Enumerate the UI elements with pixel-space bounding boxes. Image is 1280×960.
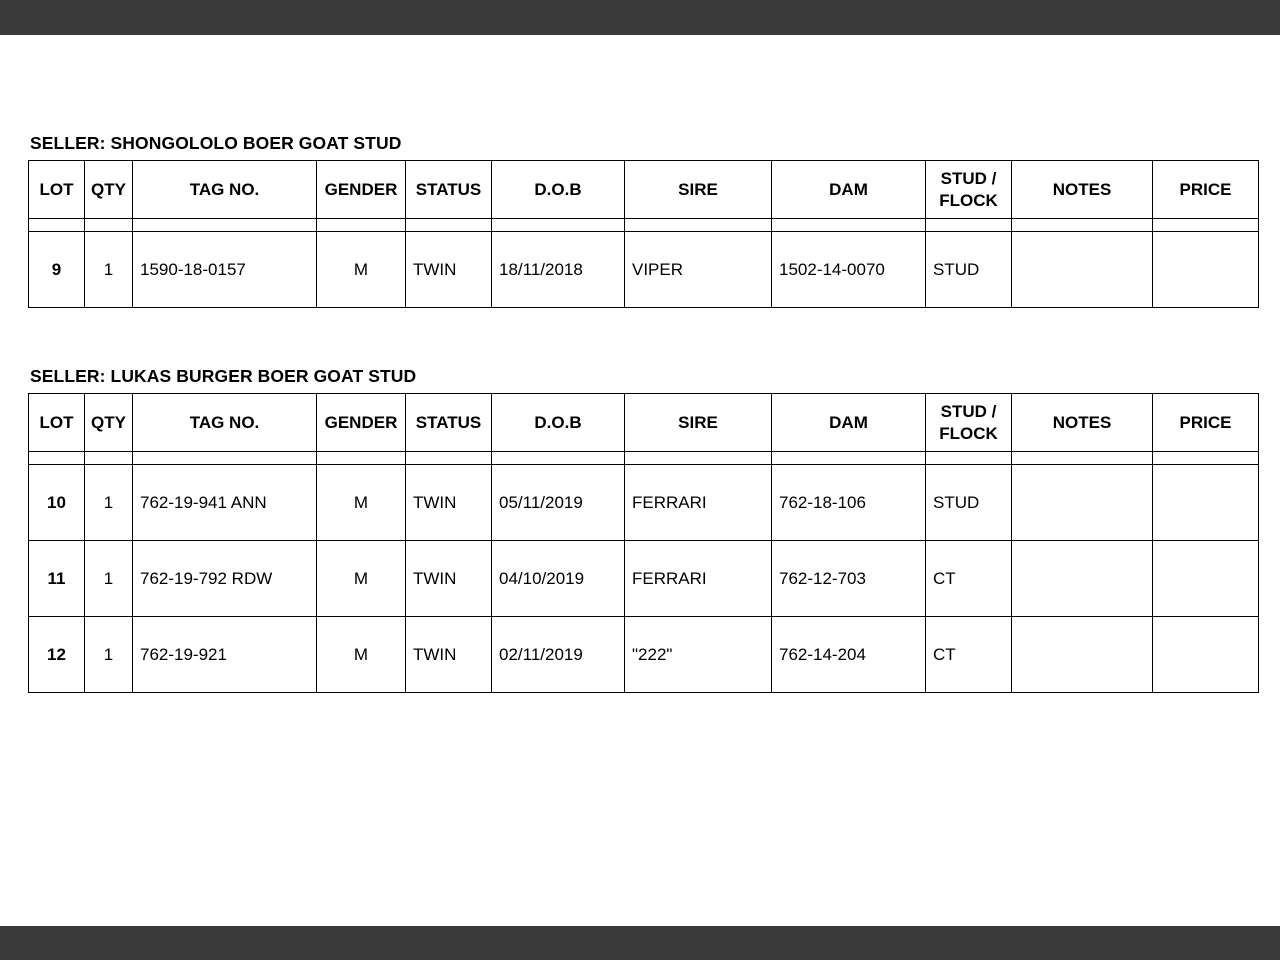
- spacer-cell: [85, 452, 133, 465]
- table-cell: CT: [926, 617, 1012, 693]
- column-header: LOT: [29, 394, 85, 452]
- column-header: LOT: [29, 161, 85, 219]
- table-cell: 1590-18-0157: [133, 232, 317, 308]
- table-cell: [1012, 465, 1153, 541]
- spacer-cell: [29, 219, 85, 232]
- table-cell: [1153, 617, 1259, 693]
- column-header: TAG NO.: [133, 394, 317, 452]
- table-cell: 762-19-941 ANN: [133, 465, 317, 541]
- table-cell: 10: [29, 465, 85, 541]
- spacer-cell: [772, 219, 926, 232]
- lot-table-shongololo: [28, 160, 1259, 308]
- column-header: STATUS: [406, 394, 492, 452]
- column-header: SIRE: [625, 161, 772, 219]
- spacer-cell: [772, 452, 926, 465]
- table-cell: CT: [926, 541, 1012, 617]
- table-cell: 9: [29, 232, 85, 308]
- column-header: TAG NO.: [133, 161, 317, 219]
- table-cell: 1: [85, 465, 133, 541]
- spacer-row: [29, 219, 1259, 232]
- table-row: [29, 617, 1259, 693]
- table-cell: VIPER: [625, 232, 772, 308]
- table-cell: 762-19-921: [133, 617, 317, 693]
- column-header: D.O.B: [492, 161, 625, 219]
- header-row: [29, 394, 1259, 452]
- table-cell: [1012, 617, 1153, 693]
- spacer-cell: [926, 452, 1012, 465]
- table-cell: 762-19-792 RDW: [133, 541, 317, 617]
- column-header: GENDER: [317, 394, 406, 452]
- table-cell: 02/11/2019: [492, 617, 625, 693]
- table-cell: M: [317, 232, 406, 308]
- column-header: DAM: [772, 394, 926, 452]
- spacer-cell: [317, 219, 406, 232]
- top-toolbar-bar: [0, 0, 1280, 35]
- table-cell: [1153, 232, 1259, 308]
- seller-heading-shongololo: SELLER: SHONGOLOLO BOER GOAT STUD: [30, 133, 402, 153]
- table-row: [29, 465, 1259, 541]
- table-cell: STUD: [926, 465, 1012, 541]
- table-row: [29, 232, 1259, 308]
- table-cell: [1012, 541, 1153, 617]
- table-cell: 1: [85, 232, 133, 308]
- lot-table-lukas-burger: [28, 393, 1259, 693]
- bottom-toolbar-bar: [0, 926, 1280, 960]
- column-header: SIRE: [625, 394, 772, 452]
- spacer-cell: [926, 219, 1012, 232]
- spacer-cell: [406, 452, 492, 465]
- table-cell: M: [317, 465, 406, 541]
- table-cell: 762-12-703: [772, 541, 926, 617]
- table-cell: 762-18-106: [772, 465, 926, 541]
- spacer-cell: [1012, 219, 1153, 232]
- column-header: D.O.B: [492, 394, 625, 452]
- seller-heading-lukas-burger: SELLER: LUKAS BURGER BOER GOAT STUD: [30, 366, 417, 386]
- table-cell: 18/11/2018: [492, 232, 625, 308]
- spacer-cell: [133, 452, 317, 465]
- column-header: QTY: [85, 394, 133, 452]
- column-header: GENDER: [317, 161, 406, 219]
- table-cell: M: [317, 617, 406, 693]
- table-row: [29, 541, 1259, 617]
- spacer-cell: [492, 219, 625, 232]
- column-header: STUD / FLOCK: [926, 161, 1012, 219]
- spacer-cell: [133, 219, 317, 232]
- spacer-cell: [1153, 452, 1259, 465]
- table-cell: 11: [29, 541, 85, 617]
- spacer-cell: [1153, 219, 1259, 232]
- spacer-cell: [406, 219, 492, 232]
- spacer-cell: [29, 452, 85, 465]
- table-cell: [1153, 465, 1259, 541]
- table-cell: [1153, 541, 1259, 617]
- table-cell: 04/10/2019: [492, 541, 625, 617]
- spacer-cell: [492, 452, 625, 465]
- table-cell: 05/11/2019: [492, 465, 625, 541]
- column-header: PRICE: [1153, 161, 1259, 219]
- column-header: STUD / FLOCK: [926, 394, 1012, 452]
- table-cell: [1012, 232, 1153, 308]
- table-cell: TWIN: [406, 465, 492, 541]
- table-cell: M: [317, 541, 406, 617]
- column-header: NOTES: [1012, 394, 1153, 452]
- column-header: DAM: [772, 161, 926, 219]
- table-cell: 12: [29, 617, 85, 693]
- table-cell: STUD: [926, 232, 1012, 308]
- spacer-cell: [625, 452, 772, 465]
- table-cell: FERRARI: [625, 465, 772, 541]
- table-cell: "222": [625, 617, 772, 693]
- document-page: [0, 35, 1280, 693]
- header-row: [29, 161, 1259, 219]
- column-header: QTY: [85, 161, 133, 219]
- table-cell: TWIN: [406, 541, 492, 617]
- table-cell: TWIN: [406, 617, 492, 693]
- table-cell: TWIN: [406, 232, 492, 308]
- spacer-cell: [85, 219, 133, 232]
- spacer-cell: [317, 452, 406, 465]
- column-header: NOTES: [1012, 161, 1153, 219]
- table-cell: 762-14-204: [772, 617, 926, 693]
- table-cell: FERRARI: [625, 541, 772, 617]
- spacer-cell: [625, 219, 772, 232]
- table-cell: 1: [85, 617, 133, 693]
- table-cell: 1: [85, 541, 133, 617]
- spacer-row: [29, 452, 1259, 465]
- column-header: STATUS: [406, 161, 492, 219]
- table-cell: 1502-14-0070: [772, 232, 926, 308]
- spacer-cell: [1012, 452, 1153, 465]
- column-header: PRICE: [1153, 394, 1259, 452]
